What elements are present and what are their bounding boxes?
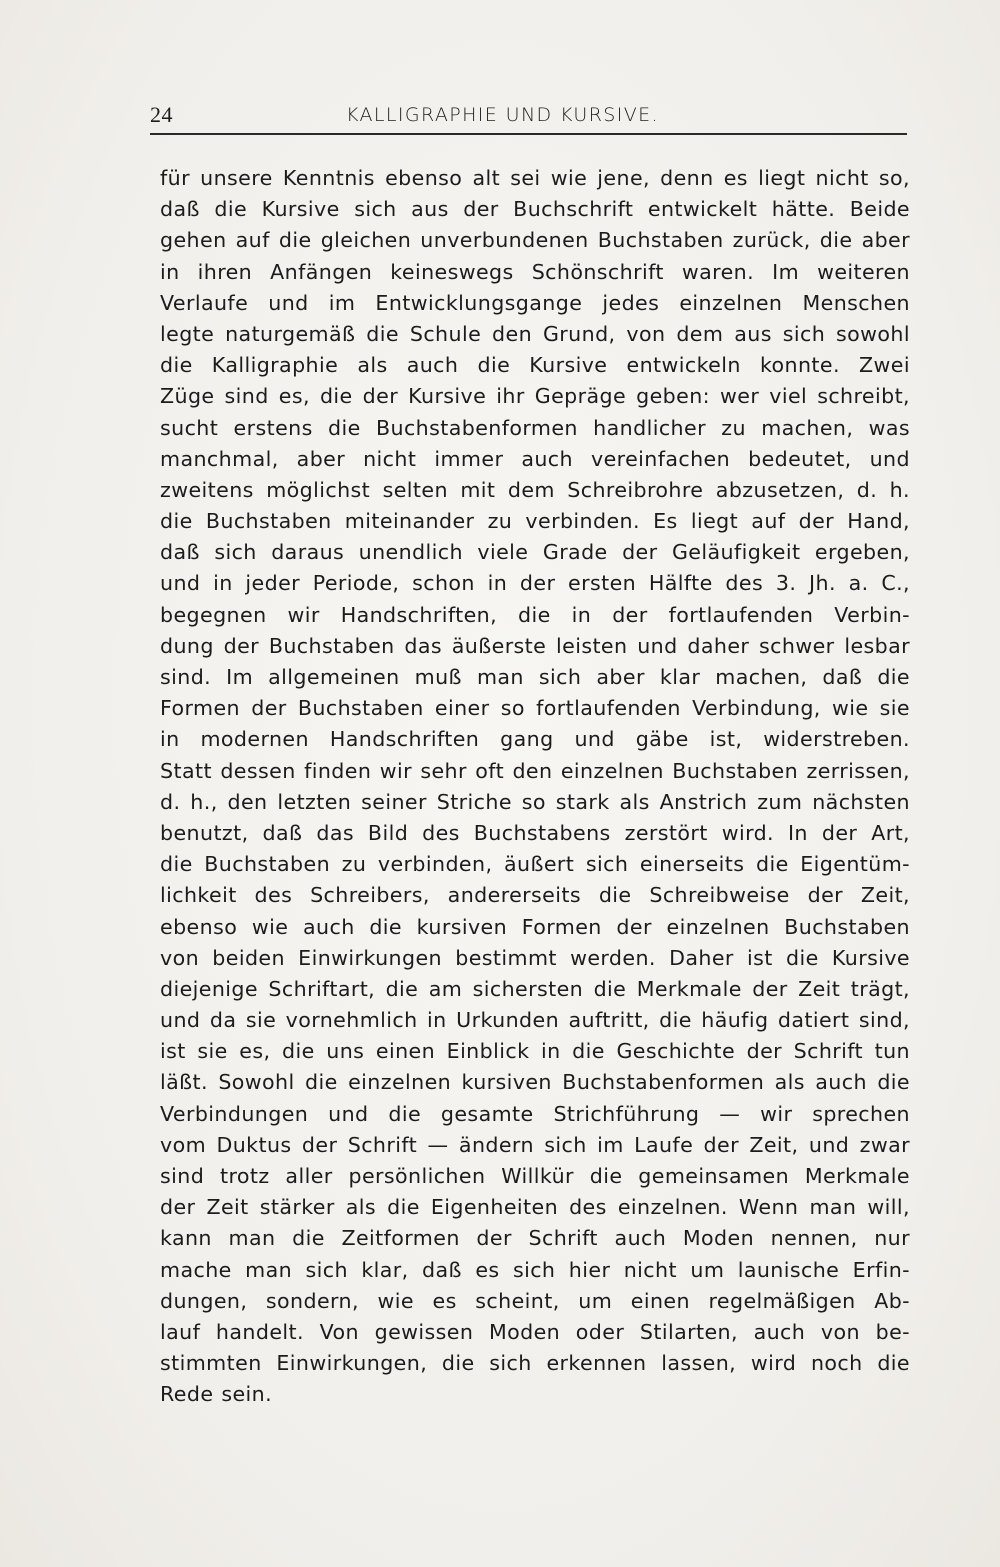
header-rule [150, 133, 907, 135]
text-line: benutzt, daß das Bild des Buchstabens zerstört wird. In der Art, [160, 820, 910, 845]
text-line: in modernen Handschriften gang und gäbe ist, widerstreben. [160, 727, 910, 752]
text-line: Rede sein. [160, 1382, 273, 1407]
text-line: kann man die Zeitformen der Schrift auch Moden nennen, nur [160, 1226, 910, 1251]
text-line: diejenige Schriftart, die am sichersten die Merkmale der Zeit trägt, [160, 976, 910, 1001]
text-line: lauf handelt. Von gewissen Moden oder Stilarten, auch von be- [160, 1319, 910, 1344]
text-line: von beiden Einwirkungen bestimmt werden. Daher ist die Kursive [160, 945, 910, 970]
text-line: dung der Buchstaben das äußerste leisten und daher schwer lesbar [160, 633, 910, 658]
text-line: ist sie es, die uns einen Einblick in die Geschichte der Schrift tun [160, 1039, 910, 1064]
text-line: Verlaufe und im Entwicklungsgange jedes einzelnen Menschen [160, 290, 910, 315]
text-line: manchmal, aber nicht immer auch vereinfachen bedeutet, und [160, 446, 910, 471]
text-line: sind trotz aller persönlichen Willkür die gemeinsamen Merkmale [160, 1164, 910, 1188]
text-line: begegnen wir Handschriften, die in der fortlaufenden Verbin- [160, 602, 910, 627]
text-line: sind. Im allgemeinen muß man sich aber klar machen, daß die [160, 665, 910, 689]
text-line: d. h., den letzten seiner Striche so stark als Anstrich zum nächsten [160, 789, 910, 814]
running-title: KALLIGRAPHIE UND KURSIVE. [346, 104, 659, 126]
text-line: Verbindungen und die gesamte Strichführung — wir sprechen [160, 1101, 910, 1126]
text-line: läßt. Sowohl die einzelnen kursiven Buchstabenformen als auch die [160, 1070, 910, 1095]
text-line: zweitens möglichst selten mit dem Schreibrohre abzusetzen, d. h. [160, 477, 910, 502]
text-line: die Kalligraphie als auch die Kursive entwickeln konnte. Zwei [160, 353, 910, 378]
text-line: und da sie vornehmlich in Urkunden auftritt, die häufig datiert sind, [160, 1008, 910, 1033]
text-line: vom Duktus der Schrift — ändern sich im Laufe der Zeit, und zwar [160, 1132, 910, 1157]
running-head [150, 100, 907, 134]
text-line: mache man sich klar, daß es sich hier nicht um launische Erfin- [160, 1257, 910, 1282]
text-line: gehen auf die gleichen unverbundenen Buchstaben zurück, die aber [160, 228, 910, 253]
text-line: daß sich daraus unendlich viele Grade der Geläufigkeit ergeben, [160, 540, 910, 565]
text-line: daß die Kursive sich aus der Buchschrift entwickelt hätte. Beide [160, 197, 910, 222]
text-line: Züge sind es, die der Kursive ihr Gepräge geben: wer viel schreibt, [160, 384, 910, 409]
text-line: ebenso wie auch die kursiven Formen der einzelnen Buchstaben [160, 914, 910, 939]
page-number: 24 [150, 102, 173, 127]
body-text [160, 163, 910, 1411]
text-line: lichkeit des Schreibers, andererseits die Schreibweise der Zeit, [160, 883, 910, 908]
text-line: dungen, sondern, wie es scheint, um einen regelmäßigen Ab- [160, 1288, 910, 1313]
text-line: die Buchstaben miteinander zu verbinden. Es liegt auf der Hand, [160, 509, 910, 534]
text-line: in ihren Anfängen keineswegs Schönschrift waren. Im weiteren [160, 259, 910, 284]
text-line: legte naturgemäß die Schule den Grund, von dem aus sich sowohl [160, 321, 910, 346]
text-line: für unsere Kenntnis ebenso alt sei wie jene, denn es liegt nicht so, [160, 166, 910, 190]
text-line: die Buchstaben zu verbinden, äußert sich einerseits die Eigentüm- [160, 852, 910, 877]
text-line: stimmten Einwirkungen, die sich erkennen lassen, wird noch die [160, 1351, 910, 1376]
text-line: Formen der Buchstaben einer so fortlaufenden Verbindung, wie sie [160, 696, 910, 721]
text-line: und in jeder Periode, schon in der ersten Hälfte des 3. Jh. a. C., [160, 571, 910, 596]
text-line: der Zeit stärker als die Eigenheiten des einzelnen. Wenn man will, [160, 1195, 910, 1220]
text-line: sucht erstens die Buchstabenformen handlicher zu machen, was [160, 415, 910, 440]
text-line: Statt dessen finden wir sehr oft den einzelnen Buchstaben zerrissen, [160, 758, 910, 783]
